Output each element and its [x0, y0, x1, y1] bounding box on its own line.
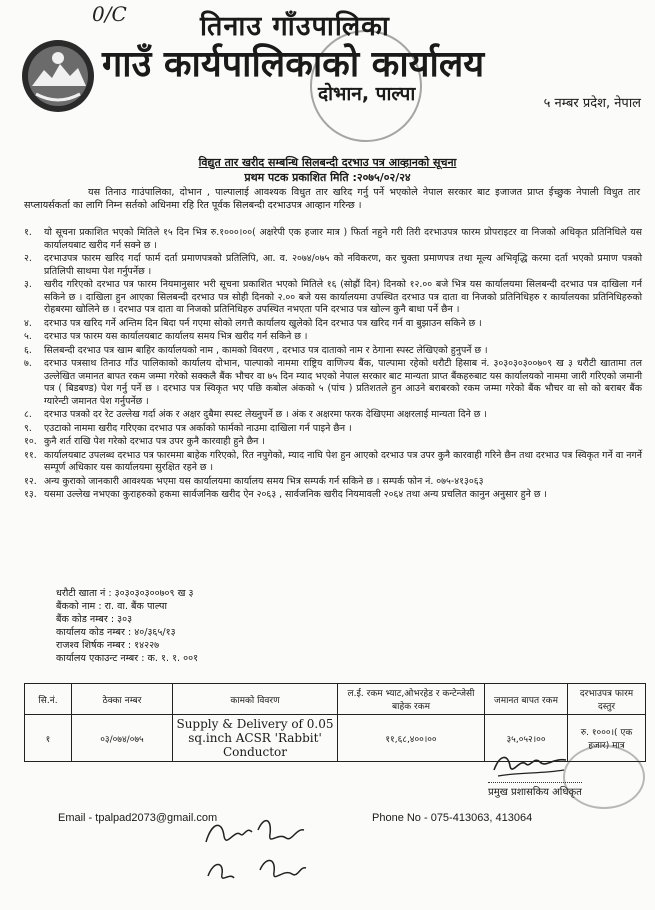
table-header-row: [25, 684, 646, 715]
condition-item: [24, 489, 642, 502]
conditions-list: [24, 227, 642, 503]
condition-number: १.: [24, 227, 32, 238]
condition-text: कार्यालयबाट उपलब्ध दरभाउ पत्र फारममा बाहेक गरिएको, रित नपुगेको, म्याद नाघि पेश हुन आएको दरभाउ पत्र उपर कुनै कारवाही गरिने छैन तथा दरभाउ पत्र स्विकृत गर्ने वा नगर्ने सम्पूर्ण अधिकार यस कार्यालयमा सुरक्षित रहने छ ।: [44, 449, 642, 473]
condition-text: दरभाउ पत्र खरिद गर्ने अन्तिम दिन बिदा पर्न गएमा सोको लगत्तै कार्यालय खुलेको दिन दरभाउ पत्र खरिद गर्न वा बुझाउन सकिने छ ।: [44, 317, 482, 329]
footer-phone: Phone No - 075-413063, 413064: [372, 812, 533, 824]
office-location: दोभान, पाल्पा: [318, 83, 416, 105]
condition-item: [24, 253, 642, 278]
condition-number: ४.: [24, 317, 32, 329]
officer-signature: [490, 748, 570, 786]
col-security: जमानत बापत रकम: [485, 684, 568, 715]
col-contract-no: ठेक्का नम्बर: [72, 684, 173, 715]
condition-text: सिलबन्दी दरभाउ पत्र खाम बाहिर कार्यालयको नाम , कामको विवरण , दरभाउ पत्र दाताको नाम र ठेगाना स्पस्ट लेखिएको हुनुपर्ने छ ।: [44, 344, 488, 356]
condition-number: ३.: [24, 279, 32, 290]
condition-number: १२.: [24, 475, 37, 487]
condition-text: यो सूचना प्रकाशित भएको मितिले १५ दिन भित्र रु.१०००।००( अक्षरेपी एक हजार मात्र ) फिर्ता नहुने गरी तिरी दरभाउपत्र फारम प्रोपराइटर वा निजको अधिकृत प्रतिनिधिले यस कार्यालयबाट खरीद गर्न सक्ने छ ।: [44, 227, 642, 251]
revenue-heading: राजश्व शिर्षक नम्बर : १४२२७: [56, 640, 160, 651]
condition-number: ९.: [24, 422, 32, 434]
condition-number: ८.: [24, 409, 32, 420]
col-sn: सि.नं.: [25, 684, 72, 715]
cell-contract-no: ०३/०७४/०७५: [72, 715, 173, 762]
condition-number: १३.: [24, 489, 37, 500]
condition-text: दरभाउपत्र फारम खरिद गर्दा फार्म दर्ता प्रमाणपत्रको प्रतिलिपि, आ. व. २०७४/०७५ को नविकरण, कर चुक्ता प्रमाणपत्र तथा मूल्य अभिवृद्धि करमा दर्ता भएको प्रमाण पत्रको प्रतिलिपी साथमा पेश गर्नुपर्नेछ ।: [44, 253, 642, 277]
notice-subtitle: प्रथम पटक प्रकाशित मिति :२०७५/०२/२४: [244, 171, 411, 184]
handwritten-signatures: [200, 812, 310, 906]
condition-text: अन्य कुराको जानकारी आवश्यक भएमा यस कार्यालयमा कार्यालय समय भित्र सम्पर्क गर्न सकिने छ । सम्पर्क फोन नं. ०७५-४१३०६३: [44, 475, 484, 487]
condition-item: [24, 358, 642, 408]
condition-item: [24, 345, 642, 358]
bank-name: बैंकको नाम : रा. वा. बैंक पाल्पा: [56, 601, 167, 612]
deposit-account: धरौटी खाता नं : ३०३०३०३००७०९ ख ३: [56, 588, 194, 599]
condition-text: दरभाउ पत्र फारम यस कार्यालयबाट कार्यालय समय भित्र खरीद गर्न सकिने छ ।: [44, 331, 308, 342]
condition-text: यसमा उल्लेख नभएका कुराहरुको हकमा सार्वजनिक खरीद ऐन २०६३ , सार्वजनिक खरीद नियमावली २०६४ तथा अन्य प्रचलित कानुन अनुसार हुने छ ।: [44, 489, 547, 500]
condition-item: [24, 436, 642, 449]
condition-number: ७.: [24, 358, 32, 369]
condition-number: १०.: [24, 436, 37, 447]
condition-item: [24, 318, 642, 331]
cell-estimate: ११,६८,४००।००: [338, 715, 485, 762]
condition-item: [24, 279, 642, 317]
condition-item: [24, 476, 642, 489]
condition-number: ११.: [24, 449, 37, 461]
signature-stamp: [563, 745, 645, 809]
condition-item: [24, 450, 642, 475]
condition-item: [24, 409, 642, 422]
signatory-title: प्रमुख प्रशासकिय अधिकृत: [488, 782, 582, 798]
condition-number: ६.: [24, 344, 32, 356]
col-description: कामको विवरण: [173, 684, 338, 715]
notice-intro: यस तिनाउ गाउंपालिका, दोभान , पाल्पालाई आवश्यक विधुत तार खरिद गर्नु पर्ने भएकोले नेपाल सरकार बाट इजाजत प्राप्त ईच्छुक नेपाली विधुत तार सप्लायर्सकर्ता का लागि निम्न सर्तको अधिनमा रहि रित पूर्वक सिलबन्दी दरभाउपत्र आव्हान गरिन्छ ।: [24, 187, 640, 211]
bank-code: बैंक कोड नम्बर : ३०३: [56, 614, 133, 625]
notice-title: विद्युत तार खरीद सम्बन्धि सिलबन्दी दरभाउ पत्र आव्हानको सूचना: [198, 156, 457, 169]
condition-number: ५.: [24, 331, 32, 342]
office-name: गाउँ कार्यपालिकाको कार्यालय: [102, 44, 485, 85]
cell-security: ३५,०५२।००: [485, 715, 568, 762]
cell-form-fee: रु. १०००।( एक हजार) मात्र: [568, 715, 646, 762]
cell-sn: १: [25, 715, 72, 762]
footer-email: Email - tpalpad2073@gmail.com: [58, 812, 218, 824]
condition-text: कुनै शर्त राखि पेश गरेको दरभाउ पत्र उपर कुनै कारवाही हुने छैन ।: [44, 436, 265, 447]
office-code: कार्यालय कोड नम्बर : ४०/३६५/१३: [56, 627, 176, 638]
condition-text: दरभाउ पत्रसाथ तिनाउ गाँउ पालिकाको कार्यालय दोभान, पाल्पाको नाममा राष्ट्रिय वाणिज्य बैंक, पाल्पामा रहेको धरौटी हिसाब नं. ३०३०३०३००७०९ ख ३ धरौटी खातामा तल उल्लेखित जमानत बापत रकम जम्मा गरेको सक्कलै बैंक भौचर वा ७५ दिन म्याद भएको नेपाल सरकार बाट मान्यता प्राप्त बैंकहरुबाट यस कार्यालयको नाममा जारी गरिएको जमानी पत्र ( बिडबण्ड) पेश गर्नु पर्ने छ । दरभाउ पत्र स्विकृत भए पछि कबोल अंकको ५ (पांच ) प्रतिशतले हुन आउने बराबरको रकम जम्मा गरेको बैंक भौचर वा सो को बराबर बैंक ग्यारेन्टी जमानत पेश गर्नुपर्नेछ ।: [44, 358, 642, 407]
office-account: कार्यालय एकाउन्ट नम्बर : क. १. १. ००१: [56, 653, 199, 664]
condition-item: [24, 227, 642, 252]
nepal-emblem-logo: [18, 36, 98, 120]
province-label: ५ नम्बर प्रदेश, नेपाल: [543, 96, 641, 111]
condition-text: एउटाको नाममा खरीद गरिएका दरभाउ पत्र अर्काको फार्मको नाउमा दाखिला गर्न पाइने छैन ।: [44, 422, 352, 434]
condition-item: [24, 423, 642, 436]
municipality-name: तिनाउ गाँउपालिका: [200, 11, 390, 42]
cell-description: Supply & Delivery of 0.05 sq.inch ACSR 'Rabbit' Conductor: [173, 715, 338, 762]
condition-item: [24, 331, 642, 344]
condition-text: दरभाउ पत्रको दर रेट उल्लेख गर्दा अंक र अक्षर दुबैमा स्पस्ट लेख्नुपर्ने छ । अंक र अक्षरमा फरक देखिएमा अक्षरलाई मान्यता दिने छ ।: [44, 409, 487, 420]
condition-text: खरीद गरिएको दरभाउ पत्र फारम नियमानुसार भरी सूचना प्रकाशित भएको मितिले १६ (सोह्रौं दिन) दिनको १२.०० बजे भित्र यस कार्यालयमा सिलबन्दी दरभाउ पत्र दाखिला गर्न सकिने छ । दाखिला हुन आएका सिलबन्दी दरभाउ पत्र सोही दिनको २.०० बजे यस कार्यालयमा उपस्थित दरभाउ पत्र दाता वा निजको प्रतिनिधिहरु र कार्यालयका प्रतिनिधिहरुको रोहबरमा खोलिने छ । दरभाउ पत्र दाता वा निजको प्रतिनिधिहरु उपस्थित नभएता पनि दरभाउ पत्र खोल्न कुनै बाधा पर्ने छैन ।: [44, 279, 642, 315]
col-estimate: ल.ई. रकम भ्याट,ओभरहेड र कन्टेन्जेसी बाहेक रकम: [338, 684, 485, 715]
condition-number: २.: [24, 253, 32, 264]
account-info: [56, 587, 198, 665]
col-form-fee: दरभाउपत्र फारम दस्तुर: [568, 684, 646, 715]
corner-note: 0/C: [92, 2, 127, 26]
